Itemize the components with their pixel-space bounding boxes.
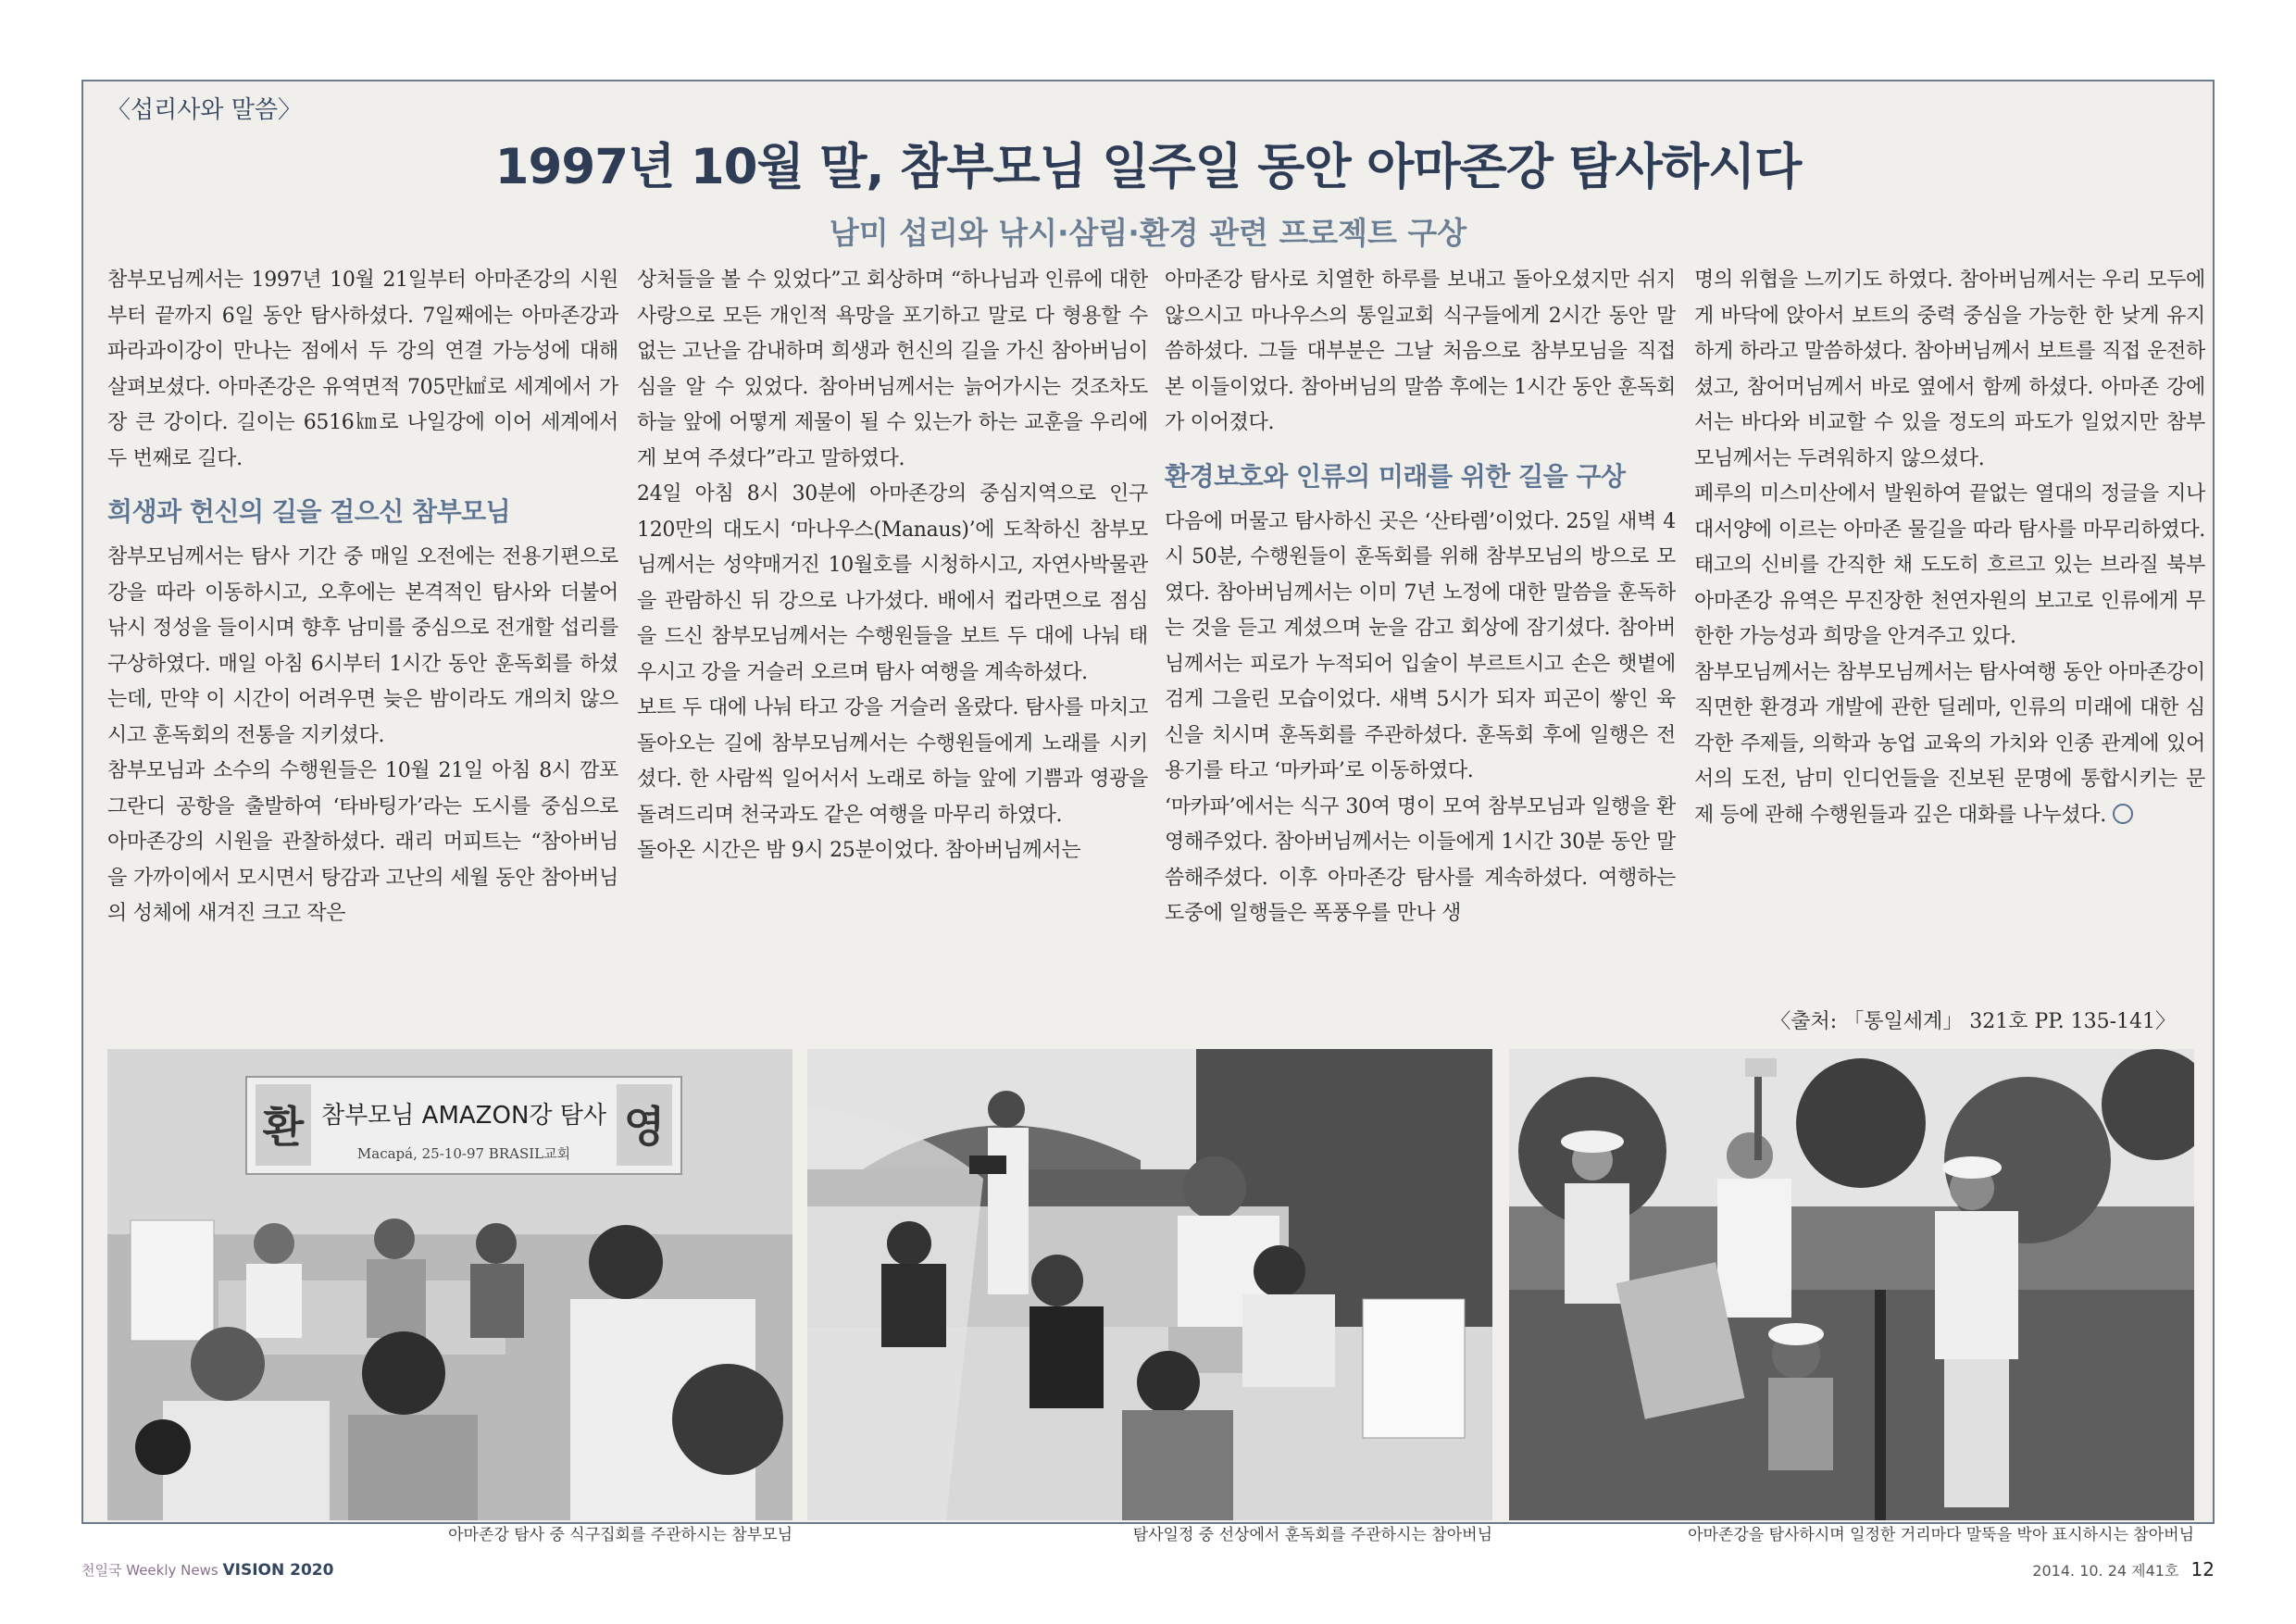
photo-caption: 아마존강을 탐사하시며 일정한 거리마다 말뚝을 박아 표시하시는 참아버님 [1688,1526,2194,1544]
paragraph: 돌아온 시간은 밤 9시 25분이었다. 참아버님께서는 [637,839,1081,862]
banner-subtext: Macapá, 25-10-97 BRASIL교회 [356,1145,571,1162]
paragraph: 상처들을 볼 수 있었다”고 회상하며 “하나님과 인류에 대한 사랑으로 모든 개인적 욕망을 포기하고 말로 다 형용할 수 없는 고난을 감내하며 희생과 헌신의 길을 가신 참아버님이심을 알 수 있었다. 참아버님께서는 늙어가시는 것조차도 하늘 앞에 어떻게 제물이 될 수 있는가 하는 교훈을 우리에게 보여 주셨다”라고 말하였다. [637,269,1148,470]
paragraph: 참부모님께서는 1997년 10월 21일부터 아마존강의 시원부터 끝까지 6일 동안 탐사하셨다. 7일째에는 아마존강과 파라과이강이 만나는 점에서 두 강의 연결 가능성에 대해 살펴보셨다. 아마존강은 유역면적 705만㎢로 세계에서 가장 큰 강이다. 길이는 6516㎞로 나일강에 이어 세계에서 두 번째로 길다. [107,269,618,470]
photo-boat-reading [807,1049,1492,1520]
paragraph-text: 참부모님께서는 참부모님께서는 탐사여행 동안 아마존강이 직면한 환경과 개발에 관한 딜레마, 인류의 미래에 대한 심각한 주제들, 의학과 농업 교육의 가치와 인종 관계에 있어서의 도전, 남미 인디언들을 진보된 문명에 통합시키는 문제 등에 관해 수행원들과 깊은 대화를 나누셨다. [1694,660,2205,827]
paragraph: 참부모님께서는 탐사 기간 중 매일 오전에는 전용기편으로 강을 따라 이동하시고, 오후에는 본격적인 탐사와 더불어 낚시 정성을 들이시며 향후 남미를 중심으로 전개할 섭리를 구상하였다. 매일 아침 6시부터 1시간 동안 훈독회를 하셨는데, 만약 이 시간이 어려우면 늦은 밤이라도 개의치 않으시고 훈독회의 전통을 지키셨다. [107,545,618,747]
paragraph: 명의 위협을 느끼기도 하였다. 참아버님께서는 우리 모두에게 바닥에 앉아서 보트의 중력 중심을 가능한 한 낮게 유지하게 하라고 말씀하셨다. 참아버님께서 보트를 직접 운전하셨고, 참어머님께서 바로 옆에서 함께 하셨다. 아마존 강에서는 바다와 비교할 수 있을 정도의 파도가 일었지만 참부모님께서는 두려워하지 않으셨다. [1694,269,2205,470]
paragraph: 페루의 미스미산에서 발원하여 끝없는 열대의 정글을 지나 대서양에 이르는 아마존 물길을 따라 탐사를 마무리하였다. 태고의 신비를 간직한 채 도도히 흐르고 있는 브라질 북부 아마존강 유역은 무진장한 천연자원의 보고로 인류에게 무한한 가능성과 희망을 안겨주고 있다. [1694,482,2205,648]
photo-stake-marking [1509,1049,2194,1520]
article-column-1 [107,263,618,1052]
paragraph: 다음에 머물고 탐사하신 곳은 ‘산타렘’이었다. 25일 새벽 4시 50분, 수행원들이 훈독회를 위해 참부모님의 방으로 모였다. 참아버님께서는 이미 7년 노정에 대한 말씀을 훈독하는 것을 듣고 계셨으며 눈을 감고 회상에 잠기셨다. 참아버님께서는 피로가 누적되어 입술이 부르트시고 손은 햇볕에 검게 그을린 모습이었다. 새벽 5시가 되자 피곤이 쌓인 육신을 치시며 훈독회를 주관하셨다. 훈독회 후에 일행은 전용기를 타고 ‘마카파’로 이동하였다. [1165,509,1676,782]
source-credit: 〈출처: 「통일세계」 321호 PP. 135-141〉 [1770,1010,2176,1033]
footer-page-info [2032,1558,2215,1580]
paragraph: 참부모님과 소수의 수행원들은 10월 21일 아침 8시 깜포그란디 공항을 출발하여 ‘타바팅가’라는 도시를 중심으로 아마존강의 시원을 관찰하셨다. 래리 머피트는 “참아버님을 가까이에서 모시면서 탕감과 고난의 세월 동안 참아버님의 성체에 새겨진 크고 작은 [107,759,618,925]
section-tag: 〈섭리사와 말씀〉 [106,96,302,124]
page-number: 12 [2190,1558,2215,1580]
banner-text: 참부모님 AMAZON강 탐사 [320,1102,607,1130]
article-column-3 [1165,263,1676,1052]
banner-left-char: 환 [262,1102,305,1152]
article-column-2 [637,263,1148,1052]
footer-date: 2014. 10. 24 [2032,1562,2128,1580]
photo-caption: 탐사일정 중 선상에서 훈독회를 주관하시는 참아버님 [1132,1526,1492,1544]
footer-brand-small: 천일국 Weekly News [81,1562,218,1579]
paragraph: ‘마카파’에서는 식구 30여 명이 모여 참부모님과 일행을 환영해주었다. 참아버님께서는 이들에게 1시간 30분 동안 말씀해주셨다. 이후 아마존강 탐사를 계속하셨다. 여행하는 도중에 일행들은 폭풍우를 만나 생 [1165,794,1676,925]
emblem-icon [2113,804,2133,824]
paragraph: 아마존강 탐사로 치열한 하루를 보내고 돌아오셨지만 쉬지 않으시고 마나우스의 통일교회 식구들에게 2시간 동안 말씀하셨다. 그들 대부분은 그날 처음으로 참부모님을 직접 본 이들이었다. 참아버님의 말씀 후에는 1시간 동안 훈독회가 이어졌다. [1165,269,1676,434]
headline: 1997년 10월 말, 참부모님 일주일 동안 아마존강 탐사하시다 [494,139,1802,195]
paragraph [1694,656,2205,834]
photo-family-meeting [107,1049,792,1520]
paragraph: 보트 두 대에 나눠 타고 강을 거슬러 올랐다. 탐사를 마치고 돌아오는 길에 참부모님께서는 수행원들에게 노래를 시키셨다. 한 사람씩 일어서서 노래로 하늘 앞에 기쁨과 영광을 돌려드리며 천국과도 같은 여행을 마무리 하였다. [637,696,1148,827]
footer-issue: 제41호 [2131,1562,2179,1580]
subhead: 남미 섭리와 낚시·삼림·환경 관련 프로젝트 구상 [829,215,1467,251]
footer-brand [81,1560,333,1580]
footer-brand-title: VISION 2020 [222,1561,334,1580]
section-heading: 환경보호와 인류의 미래를 위한 길을 구상 [1165,460,1626,492]
banner-right-char: 영 [623,1102,666,1152]
section-heading: 희생과 헌신의 길을 걸으신 참부모님 [107,496,511,527]
paragraph: 24일 아침 8시 30분에 아마존강의 중심지역으로 인구 120만의 대도시 ‘마나우스(Manaus)’에 도착하신 참부모님께서는 성약매거진 10월호를 시청하시고, 자연사박물관을 관람하신 뒤 강으로 나가셨다. 배에서 컵라면으로 점심을 드신 참부모님께서는 수행원들을 보트 두 대에 나눠 태우시고 강을 거슬러 오르며 탐사 여행을 계속하셨다. [637,482,1148,684]
article-column-4 [1694,263,2205,1004]
photo-caption: 아마존강 탐사 중 식구집회를 주관하시는 참부모님 [448,1526,792,1544]
